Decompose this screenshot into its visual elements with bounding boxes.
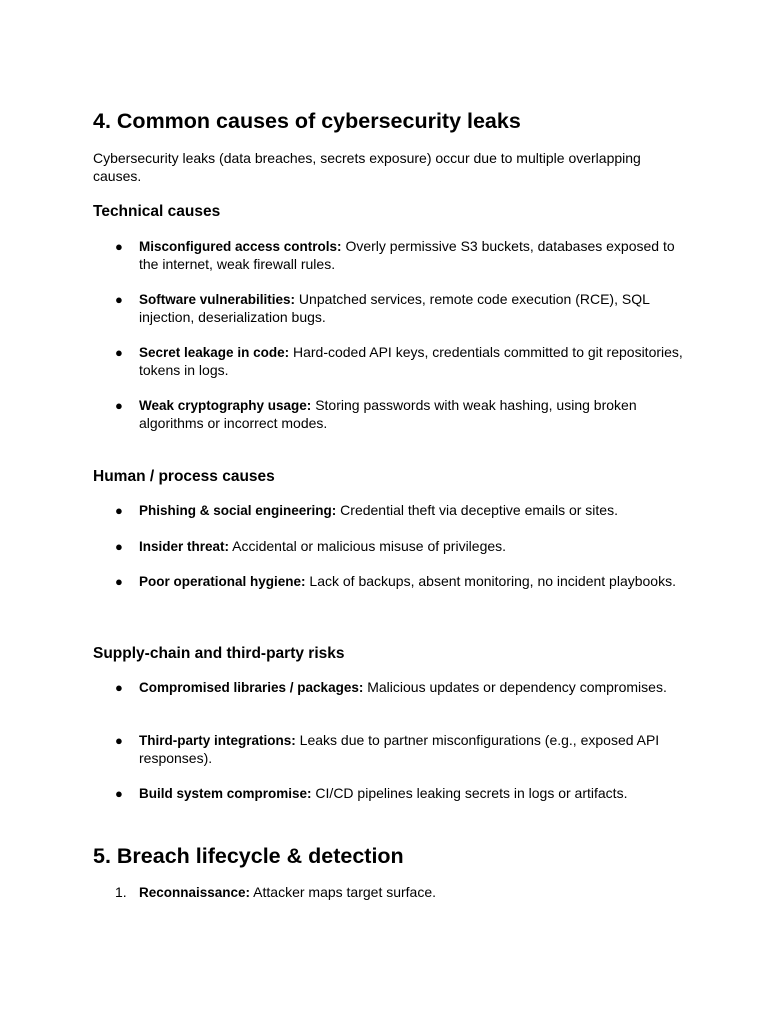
bullet-icon: ● [115, 398, 123, 413]
list-item-term: Secret leakage in code: [139, 345, 290, 360]
list-item-text: Leaks due to partner misconfigurations (e.g., exposed API responses). [139, 732, 660, 766]
list-item-term: Misconfigured access controls: [139, 239, 342, 254]
bullet-icon: ● [115, 680, 123, 695]
bullet-icon: ● [115, 239, 123, 254]
list-item-term: Third-party integrations: [139, 733, 296, 748]
list-item-text: Unpatched services, remote code execution (RCE), SQL injection, deserialization bugs. [139, 291, 650, 325]
numbered-list-item [93, 884, 683, 902]
list-item [93, 238, 683, 273]
list-item-term: Insider threat: [139, 539, 230, 554]
section-5-title: 5. Breach lifecycle & detection [93, 844, 404, 868]
list-item-text: Malicious updates or dependency compromises. [363, 679, 667, 695]
bullet-icon: ● [115, 503, 123, 518]
list-item-term: Poor operational hygiene: [139, 574, 306, 589]
list-item-term: Compromised libraries / packages: [139, 680, 364, 695]
list-item [93, 397, 683, 432]
bullet-icon: ● [115, 786, 123, 801]
list-item [93, 732, 683, 767]
list-item-text: Accidental or malicious misuse of privileges. [229, 538, 507, 554]
section-4-title: 4. Common causes of cybersecurity leaks [93, 109, 521, 133]
bullet-icon: ● [115, 539, 123, 554]
bullet-icon: ● [115, 292, 123, 307]
list-item [93, 291, 683, 326]
bullet-icon: ● [115, 574, 123, 589]
list-item-term: Phishing & social engineering: [139, 503, 337, 518]
list-item [93, 679, 683, 697]
list-item-text: Credential theft via deceptive emails or sites. [336, 502, 618, 518]
list-item-text: Overly permissive S3 buckets, databases exposed to the internet, weak firewall rules. [139, 238, 675, 272]
list-item-text: CI/CD pipelines leaking secrets in logs or artifacts. [311, 785, 628, 801]
list-item-text: Lack of backups, absent monitoring, no incident playbooks. [305, 573, 676, 589]
list-item-term: Reconnaissance: [139, 885, 251, 900]
list-item-term: Weak cryptography usage: [139, 398, 312, 413]
bullet-icon: ● [115, 345, 123, 360]
supply-chain-heading: Supply-chain and third-party risks [93, 645, 345, 662]
list-number: 1. [115, 884, 127, 900]
list-item-text: Attacker maps target surface. [250, 884, 437, 900]
list-item [93, 538, 683, 556]
list-item [93, 344, 683, 379]
bullet-icon: ● [115, 733, 123, 748]
human-process-causes-heading: Human / process causes [93, 468, 275, 485]
list-item-term: Software vulnerabilities: [139, 292, 296, 307]
list-item-text: Hard-coded API keys, credentials committed to git repositories, tokens in logs. [139, 344, 683, 378]
list-item-text: Storing passwords with weak hashing, using broken algorithms or incorrect modes. [139, 397, 637, 431]
list-item-term: Build system compromise: [139, 786, 312, 801]
section-4-intro: Cybersecurity leaks (data breaches, secrets exposure) occur due to multiple overlapping causes. [93, 150, 641, 184]
technical-causes-heading: Technical causes [93, 203, 221, 220]
list-item [93, 785, 683, 803]
list-item [93, 502, 683, 520]
list-item [93, 573, 683, 591]
